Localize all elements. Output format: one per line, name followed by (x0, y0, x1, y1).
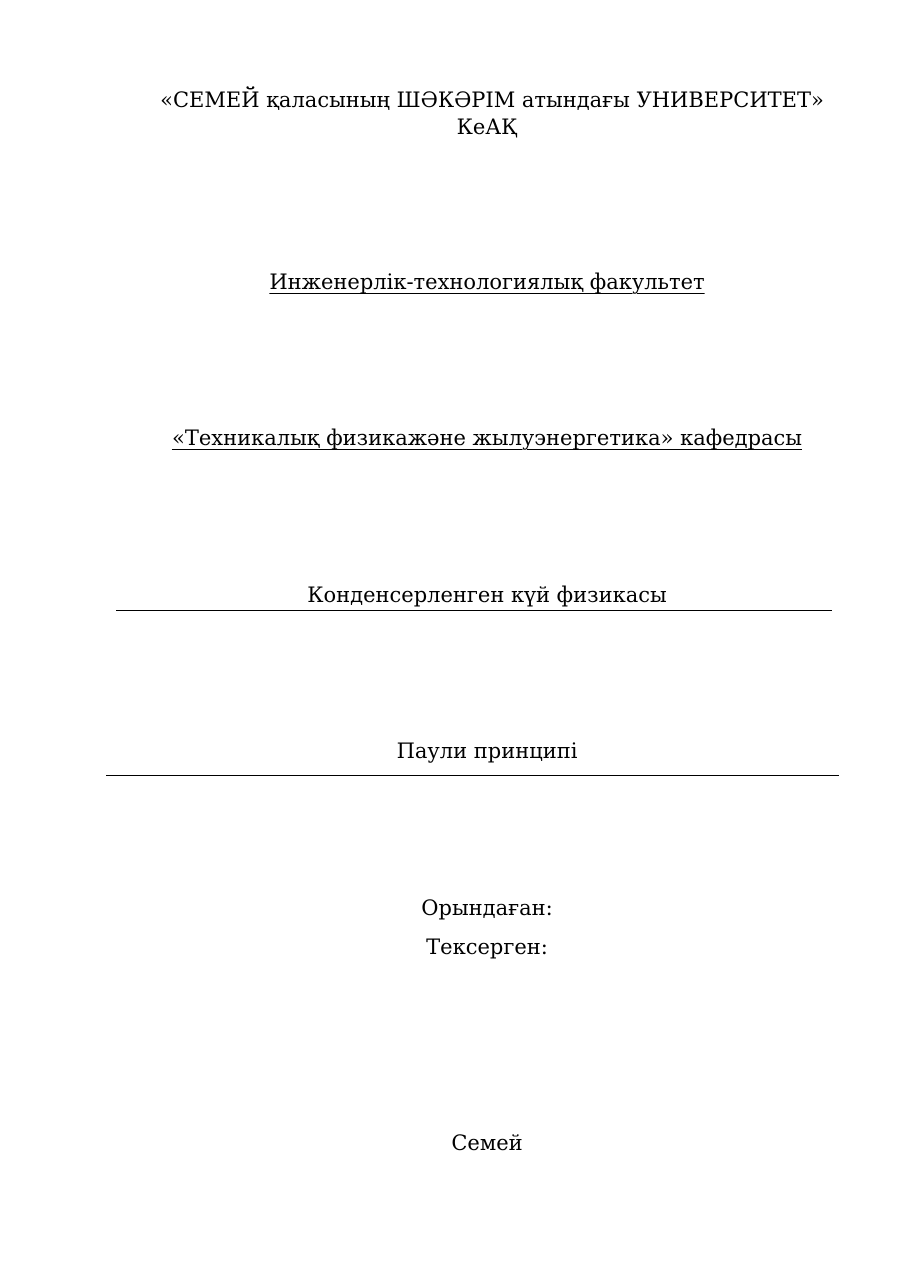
performed-by-label: Орындаған: (421, 896, 553, 920)
city-name: Семей (451, 1131, 523, 1155)
faculty-name-text: Инженерлік-технологиялық факультет (269, 270, 705, 294)
topic-title: Паули принципі (396, 739, 578, 763)
department-name (32, 424, 910, 452)
faculty-name (32, 268, 910, 296)
discipline-underline (116, 610, 832, 611)
topic-underline (106, 775, 839, 776)
university-name-line1: «СЕМЕЙ қаласының ШӘКӘРІМ атындағы УНИВЕРСИТЕТ» (160, 88, 824, 112)
discipline-title: Конденсерленген күй физикасы (307, 583, 667, 607)
department-name-text: «Техникалық физикажәне жылуэнергетика» кафедрасы (171, 426, 803, 450)
university-name-line2: КеАҚ (456, 115, 518, 139)
checked-by-label: Тексерген: (426, 935, 548, 959)
